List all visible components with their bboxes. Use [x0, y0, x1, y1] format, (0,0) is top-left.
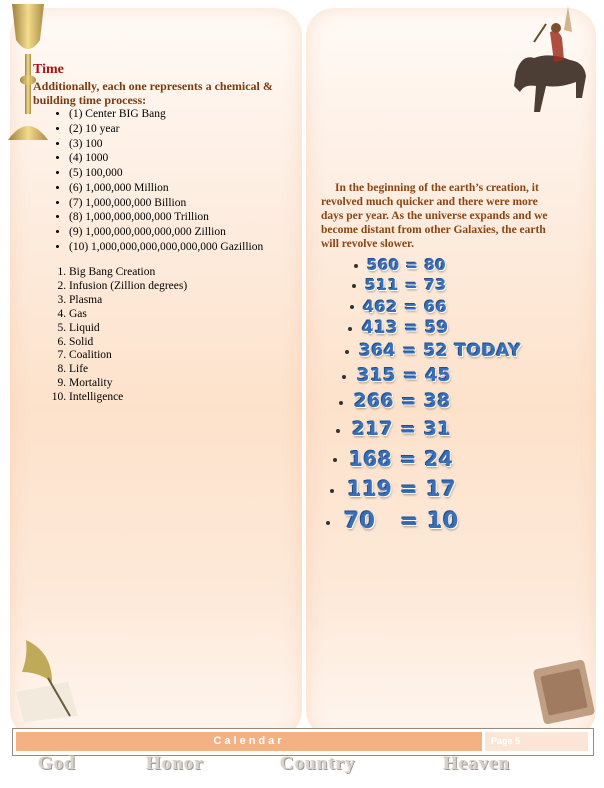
motto-word-heaven: Heaven	[443, 753, 511, 774]
list-item: 5. Liquid	[69, 322, 187, 336]
bullet-dot	[336, 429, 340, 433]
list-item: • (6) 1,000,000 Million	[69, 181, 263, 196]
footer-bar	[12, 728, 594, 756]
equation-text: 70 = 10	[344, 509, 459, 534]
intro-paragraph: In the beginning of the earth’s creation, it revolved much quicker and there were more days per year. As the universe expands and we become distant from other Galaxies, the earth will revolve slower.	[321, 182, 548, 250]
subtitle: Additionally, each one represents a chemical & building time process:	[33, 79, 273, 107]
list-item: 9. Mortality	[69, 377, 187, 391]
equation-text: 168 = 24	[349, 447, 454, 471]
list-item: 6. Solid	[69, 336, 187, 350]
page-title: Time	[33, 62, 64, 77]
stone-tablet-image	[530, 654, 600, 728]
list-item: • (8) 1,000,000,000,000 Trillion	[69, 210, 263, 225]
list-item: • (10) 1,000,000,000,000,000,000 Gazillion	[69, 240, 263, 255]
motto-word-country: Country	[280, 753, 356, 774]
list-item: 3. Plasma	[69, 294, 187, 308]
list-item: • (9) 1,000,000,000,000,000 Zillion	[69, 225, 263, 240]
bullet-dot	[354, 264, 358, 268]
equation-text: 217 = 31	[352, 418, 452, 440]
bullet-dot	[330, 489, 334, 493]
bullet-dot	[348, 327, 352, 331]
equation-text: 315 = 45	[357, 365, 452, 386]
equation-text: 560 = 80	[367, 256, 447, 274]
bullet-dot	[352, 284, 356, 288]
list-item: 8. Life	[69, 363, 187, 377]
equation-text: 511 = 73	[365, 276, 447, 294]
list-item: 4. Gas	[69, 308, 187, 322]
list-item: • (2) 10 year	[69, 122, 263, 137]
list-item: • (1) Center BIG Bang	[69, 107, 263, 122]
list-item: • (7) 1,000,000,000 Billion	[69, 196, 263, 211]
motto-word-god: God	[38, 753, 76, 774]
motto-word-honor: Honor	[146, 753, 204, 774]
equation-text: 462 = 66	[363, 297, 448, 316]
stages-list	[50, 266, 187, 405]
bullet-dot	[342, 375, 346, 379]
equation-text: 119 = 17	[347, 477, 457, 501]
list-item: • (4) 1000	[69, 151, 263, 166]
list-item: 1. Big Bang Creation	[69, 266, 187, 280]
equation-text: 364 = 52 TODAY	[359, 341, 522, 361]
equation-text: 266 = 38	[354, 391, 451, 412]
list-item: • (5) 100,000	[69, 166, 263, 181]
list-item: • (3) 100	[69, 137, 263, 152]
horse-rider-image	[510, 2, 598, 134]
quill-scroll-image	[8, 632, 88, 724]
list-item: 10. Intelligence	[69, 391, 187, 405]
equation-text: 413 = 59	[362, 318, 449, 337]
bullet-dot	[345, 350, 349, 354]
bullet-dot	[326, 521, 330, 525]
magnitude-list	[50, 107, 263, 255]
bullet-dot	[333, 458, 337, 462]
list-item: 2. Infusion (Zillion degrees)	[69, 280, 187, 294]
page-number: Page 5	[485, 732, 588, 751]
bullet-dot	[350, 305, 354, 309]
footer-section-label: Calendar	[16, 732, 482, 751]
bullet-dot	[339, 401, 343, 405]
list-item: 7. Coalition	[69, 349, 187, 363]
